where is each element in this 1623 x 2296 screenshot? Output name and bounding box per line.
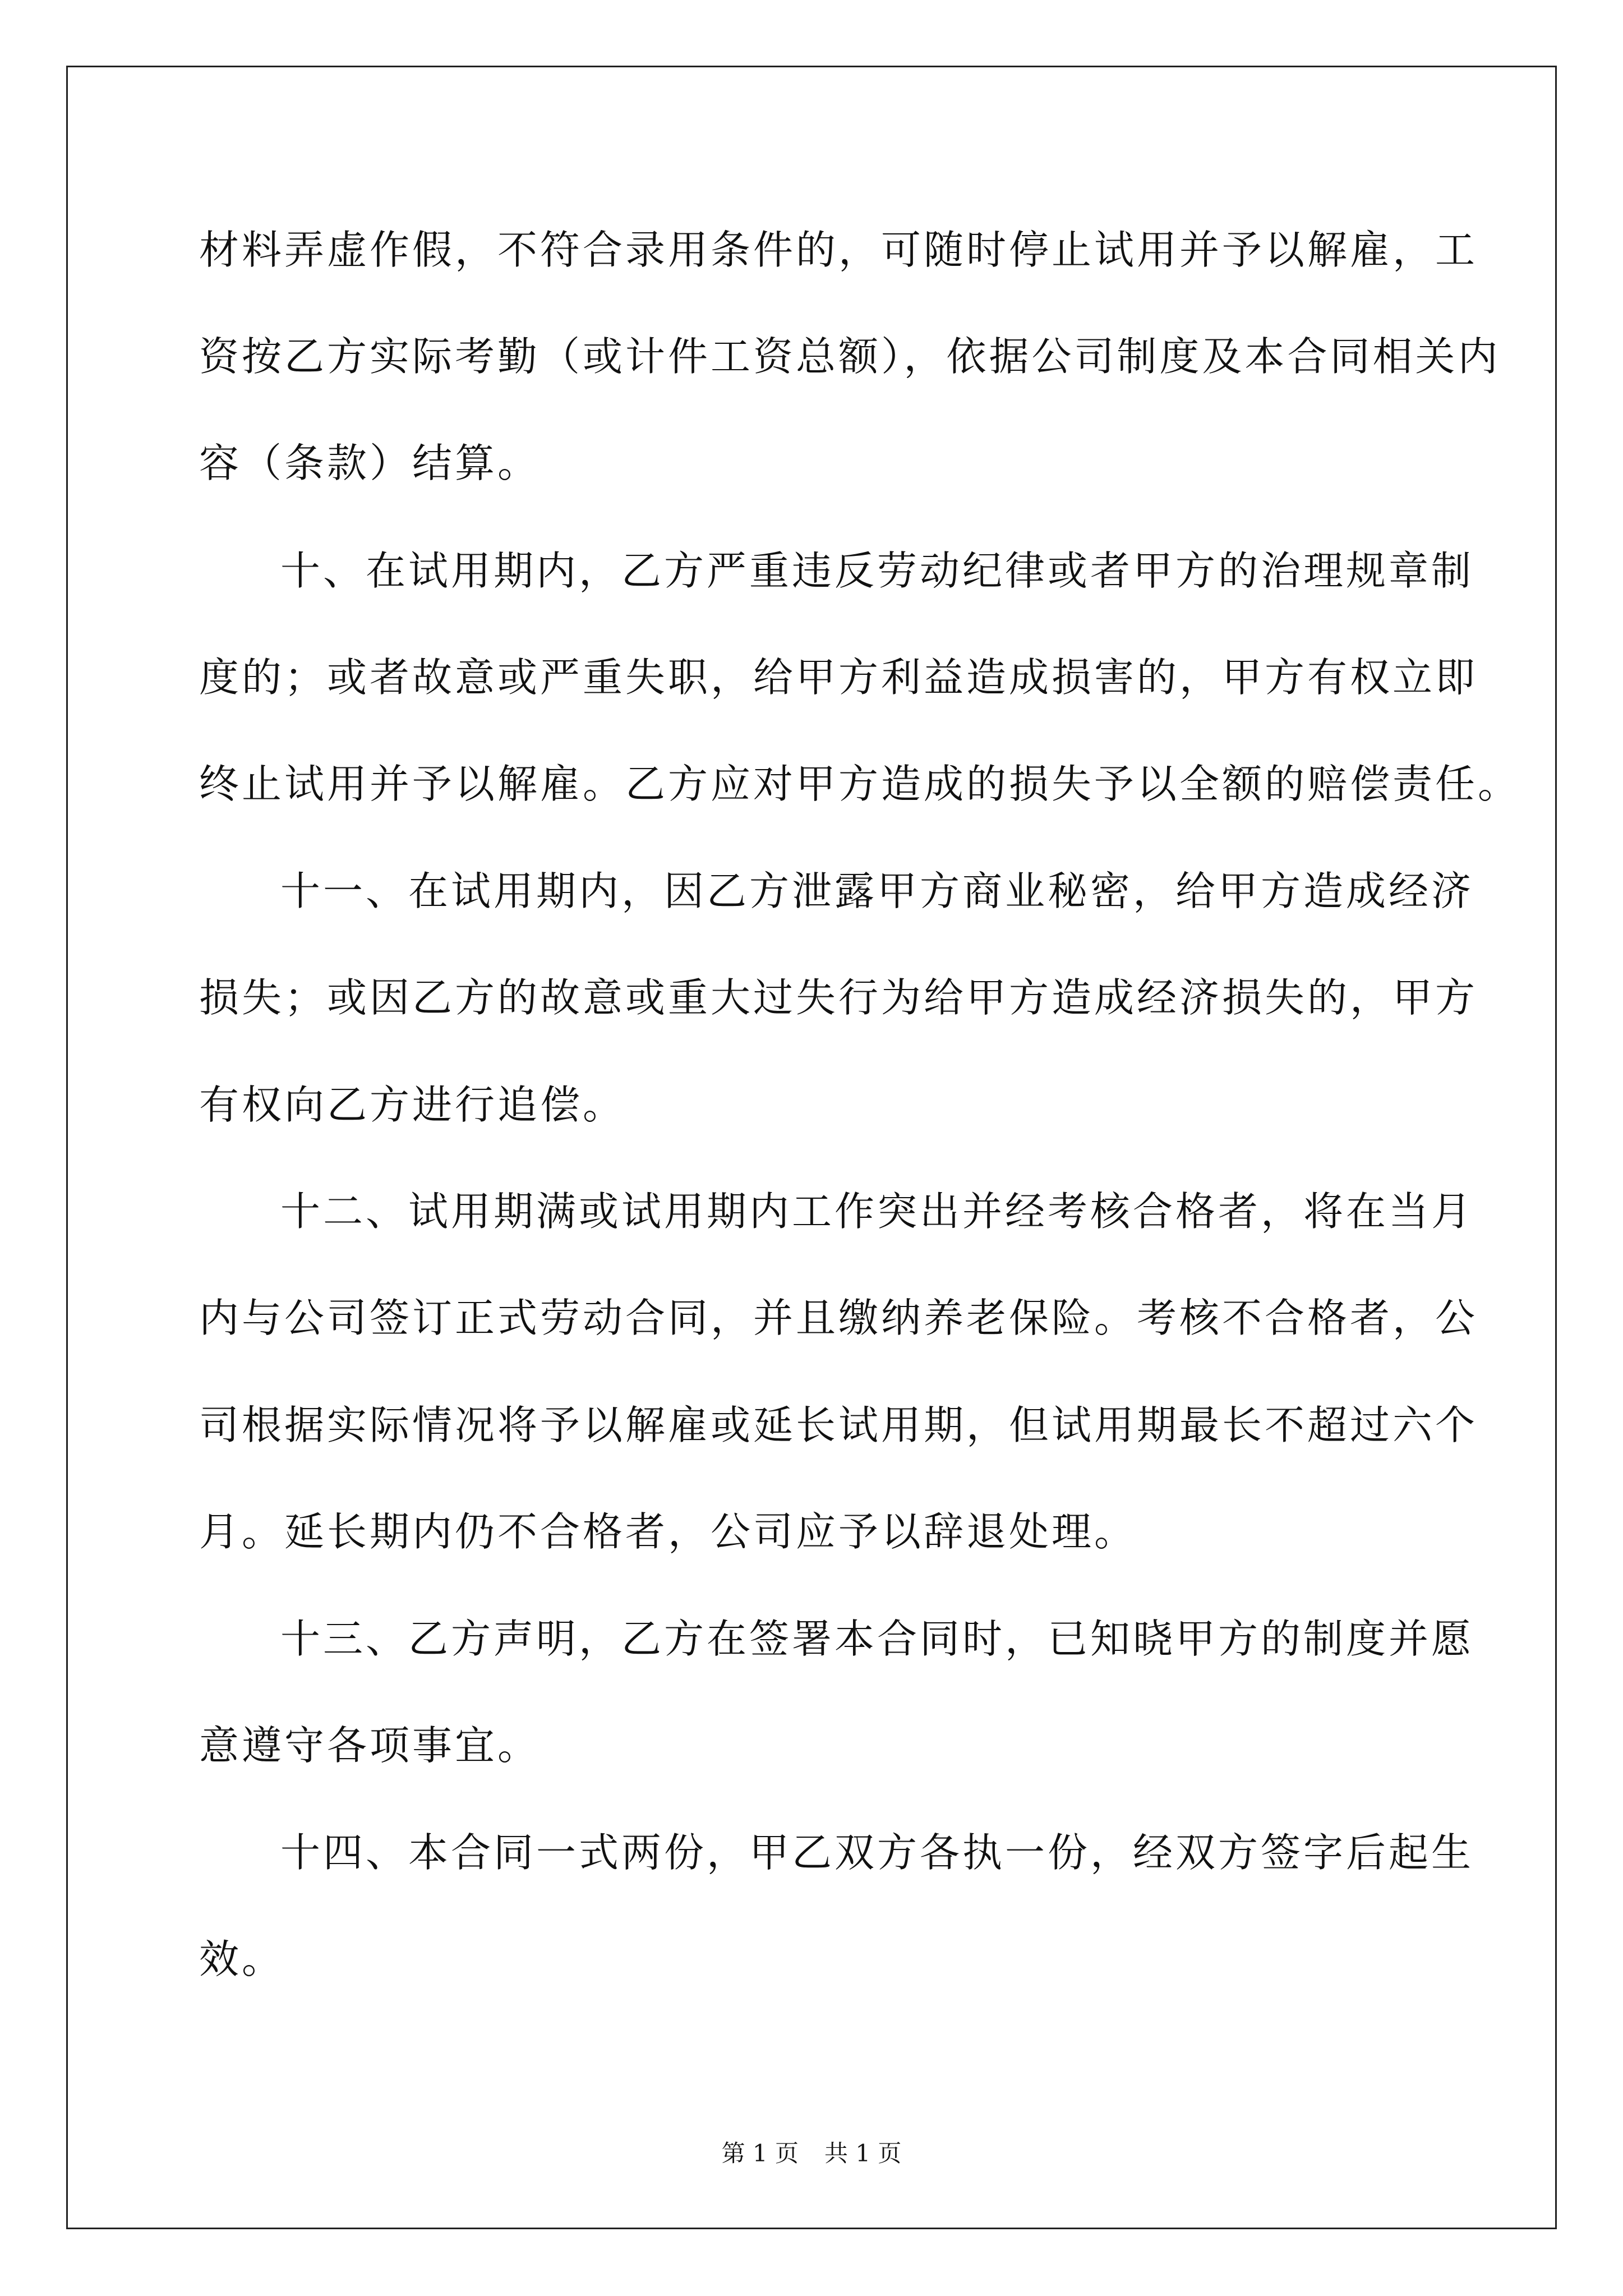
article-10-start: 十、在试用期内，乙方严重违反劳动纪律或者甲方的治理规章制 <box>280 547 1474 594</box>
text-line: 度的；或者故意或严重失职，给甲方利益造成损害的，甲方有权立即 <box>199 654 1478 701</box>
page-total: 共 1 页 <box>824 2139 902 2167</box>
article-11-start: 十一、在试用期内，因乙方泄露甲方商业秘密，给甲方造成经济 <box>280 868 1474 914</box>
text-line: 效。 <box>199 1936 285 1982</box>
text-line: 内与公司签订正式劳动合同，并且缴纳养老保险。考核不合格者，公 <box>199 1295 1478 1341</box>
text-line: 司根据实际情况将予以解雇或延长试用期，但试用期最长不超过六个 <box>199 1402 1478 1448</box>
text-line: 有权向乙方进行追偿。 <box>199 1082 626 1128</box>
text-line: 终止试用并予以解雇。乙方应对甲方造成的损失予以全额的赔偿责任。 <box>199 761 1521 807</box>
text-line: 月。延长期内仍不合格者，公司应予以辞退处理。 <box>199 1508 1137 1555</box>
article-14-start: 十四、本合同一式两份，甲乙双方各执一份，经双方签字后起生 <box>280 1829 1474 1876</box>
text-line: 损失；或因乙方的故意或重大过失行为给甲方造成经济损失的，甲方 <box>199 974 1478 1021</box>
text-line: 资按乙方实际考勤（或计件工资总额），依据公司制度及本合同相关内 <box>199 333 1501 380</box>
page-border <box>66 66 1557 2229</box>
text-line: 意遵守各项事宜。 <box>199 1722 541 1769</box>
text-line: 材料弄虚作假，不符合录用条件的，可随时停止试用并予以解雇，工 <box>199 227 1478 273</box>
page-number: 第 1 页 <box>721 2139 799 2167</box>
page-footer <box>0 2135 1623 2169</box>
text-line: 容（条款）结算。 <box>199 440 541 486</box>
article-12-start: 十二、试用期满或试用期内工作突出并经考核合格者，将在当月 <box>280 1188 1474 1235</box>
article-13-start: 十三、乙方声明，乙方在签署本合同时，已知晓甲方的制度并愿 <box>280 1616 1474 1662</box>
